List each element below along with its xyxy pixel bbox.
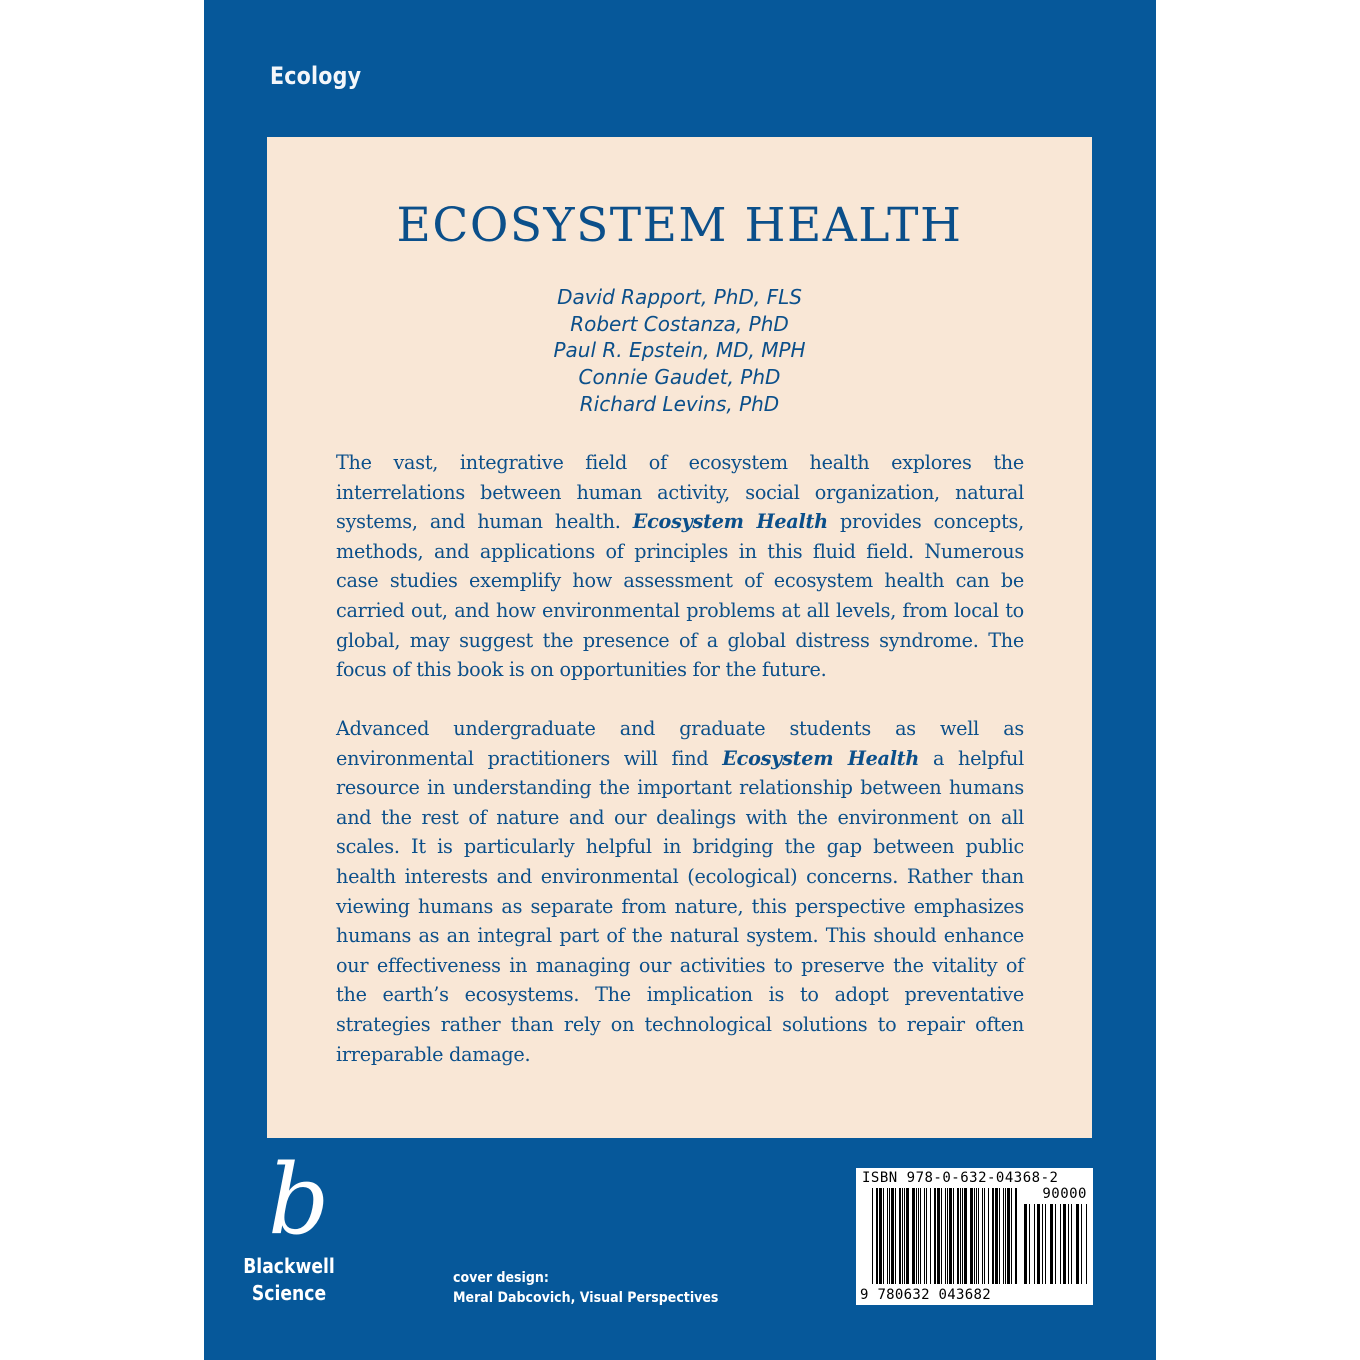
barcode-bar (1024, 1204, 1027, 1284)
isbn-barcode (856, 1168, 1093, 1305)
barcode-bar (872, 1188, 873, 1284)
barcode-bar (937, 1188, 940, 1284)
publisher-name-line: Science (251, 1281, 327, 1305)
barcode-bar (895, 1188, 896, 1284)
barcode-bar (974, 1188, 975, 1284)
barcode-bar (1055, 1204, 1056, 1284)
publisher-name-line: Blackwell (243, 1254, 335, 1278)
barcode-bar (1042, 1204, 1043, 1284)
barcode-bar (930, 1188, 931, 1284)
barcode-bar (982, 1188, 983, 1284)
author-name: Robert Costanza, PhD (570, 311, 789, 336)
barcode-bar (916, 1188, 917, 1284)
barcode-bar (978, 1188, 979, 1284)
barcode-bar (976, 1188, 977, 1284)
description-paragraph-1 (336, 448, 1024, 685)
credit-label: cover design: (453, 1270, 549, 1286)
barcode-bar (1015, 1188, 1017, 1284)
barcode-bar (953, 1188, 954, 1284)
barcode-bar (995, 1188, 998, 1284)
barcode-bar (1034, 1204, 1035, 1284)
barcode-bar (876, 1188, 878, 1284)
publisher-name (238, 1253, 339, 1307)
description-paragraph-2 (336, 714, 1024, 1069)
barcode-bar (918, 1188, 919, 1284)
book-title-emphasis: Ecosystem Health (632, 510, 828, 534)
paragraph-text: Advanced undergraduate and graduate students as well as environmental practitioners will find (336, 717, 1024, 770)
barcode-bar (1060, 1204, 1061, 1284)
barcode-bar (920, 1188, 921, 1284)
barcode-bar (1076, 1204, 1079, 1284)
barcode-bar (1086, 1204, 1087, 1284)
author-list (267, 284, 1092, 418)
barcode-bar (947, 1188, 948, 1284)
paragraph-text: The vast, integrative field of ecosystem health explores the interrelations between human activity, social organization, natural systems, and human health. (336, 451, 1024, 534)
barcode-bar (906, 1188, 909, 1284)
barcode-bar (926, 1188, 927, 1284)
barcode-bar (992, 1188, 994, 1284)
barcode-bar (912, 1188, 915, 1284)
barcode-bar (957, 1188, 959, 1284)
barcode-bar (1081, 1204, 1082, 1284)
author-name: Paul R. Epstein, MD, MPH (553, 338, 806, 363)
barcode-bar (879, 1188, 882, 1284)
barcode-bar (1045, 1204, 1046, 1284)
barcode-bar (924, 1188, 925, 1284)
price-code: 90000 (1042, 1186, 1087, 1202)
author-name: Richard Levins, PhD (579, 391, 780, 416)
barcode-bar (960, 1188, 961, 1284)
barcode-bar (887, 1188, 888, 1284)
barcode-digits: 9 780632 043682 (860, 1287, 991, 1303)
credit-name: Meral Dabcovich, Visual Perspectives (453, 1290, 719, 1306)
barcode-bar (1003, 1188, 1004, 1284)
barcode-bar (949, 1188, 952, 1284)
subject-label: Ecology (270, 62, 362, 90)
barcode-bar (1029, 1204, 1030, 1284)
author-name: Connie Gaudet, PhD (578, 365, 781, 390)
barcode-bar (934, 1188, 936, 1284)
cover-design-credit (453, 1268, 718, 1308)
barcode-bar (984, 1188, 985, 1284)
isbn-text: ISBN 978-0-632-04368-2 (862, 1170, 1059, 1186)
barcode-bar (891, 1188, 894, 1284)
barcode-bar (945, 1188, 946, 1284)
barcode-bar (899, 1188, 901, 1284)
barcode-bar (883, 1188, 884, 1284)
paragraph-text: a helpful resource in understanding the important relationship between humans and the rest of nature and our dealings with the environment on all scales. It is particularly helpful in bridging the gap between public health interests and environmental (ecological) concerns. Rather than viewing humans as separate from nature, this perspective emphasizes humans as an integral part of the natural system. This should enhance our effectiveness in managing our activities to preserve the vitality of the earth’s ecosystems. The implication is to adopt preventative strategies rather than rely on technological solutions to repair often irreparable damage. (336, 746, 1024, 1066)
barcode-bar (904, 1188, 905, 1284)
paragraph-text: provides concepts, methods, and applications of principles in this fluid field. Numerous case studies exemplify how assessment of ecosystem health can be carried out, and how environmental problems at all levels, from local to global, may suggest the presence of a global distress syndrome. The focus of this book is on opportunities for the future. (336, 510, 1024, 682)
barcode-bar (970, 1188, 973, 1284)
barcode-bar (999, 1188, 1000, 1284)
barcode-bar (1011, 1188, 1012, 1284)
book-title: ECOSYSTEM HEALTH (396, 198, 963, 253)
book-title-emphasis: Ecosystem Health (722, 746, 920, 770)
barcode-bar (988, 1188, 989, 1284)
publisher-logo: b (268, 1144, 330, 1256)
barcode-bar (941, 1188, 942, 1284)
author-name: David Rapport, PhD, FLS (557, 285, 802, 309)
barcode-bar (902, 1188, 903, 1284)
barcode-bar (964, 1188, 967, 1284)
barcode-bar (962, 1188, 963, 1284)
barcode-bar (1068, 1204, 1069, 1284)
barcode-bar (889, 1188, 890, 1284)
barcode-bar (1037, 1204, 1040, 1284)
barcode-bar (1063, 1204, 1066, 1284)
barcode-bar (1007, 1188, 1010, 1284)
barcode-bar (1071, 1204, 1072, 1284)
barcode-bar (1050, 1204, 1053, 1284)
barcode-bar (1005, 1188, 1006, 1284)
